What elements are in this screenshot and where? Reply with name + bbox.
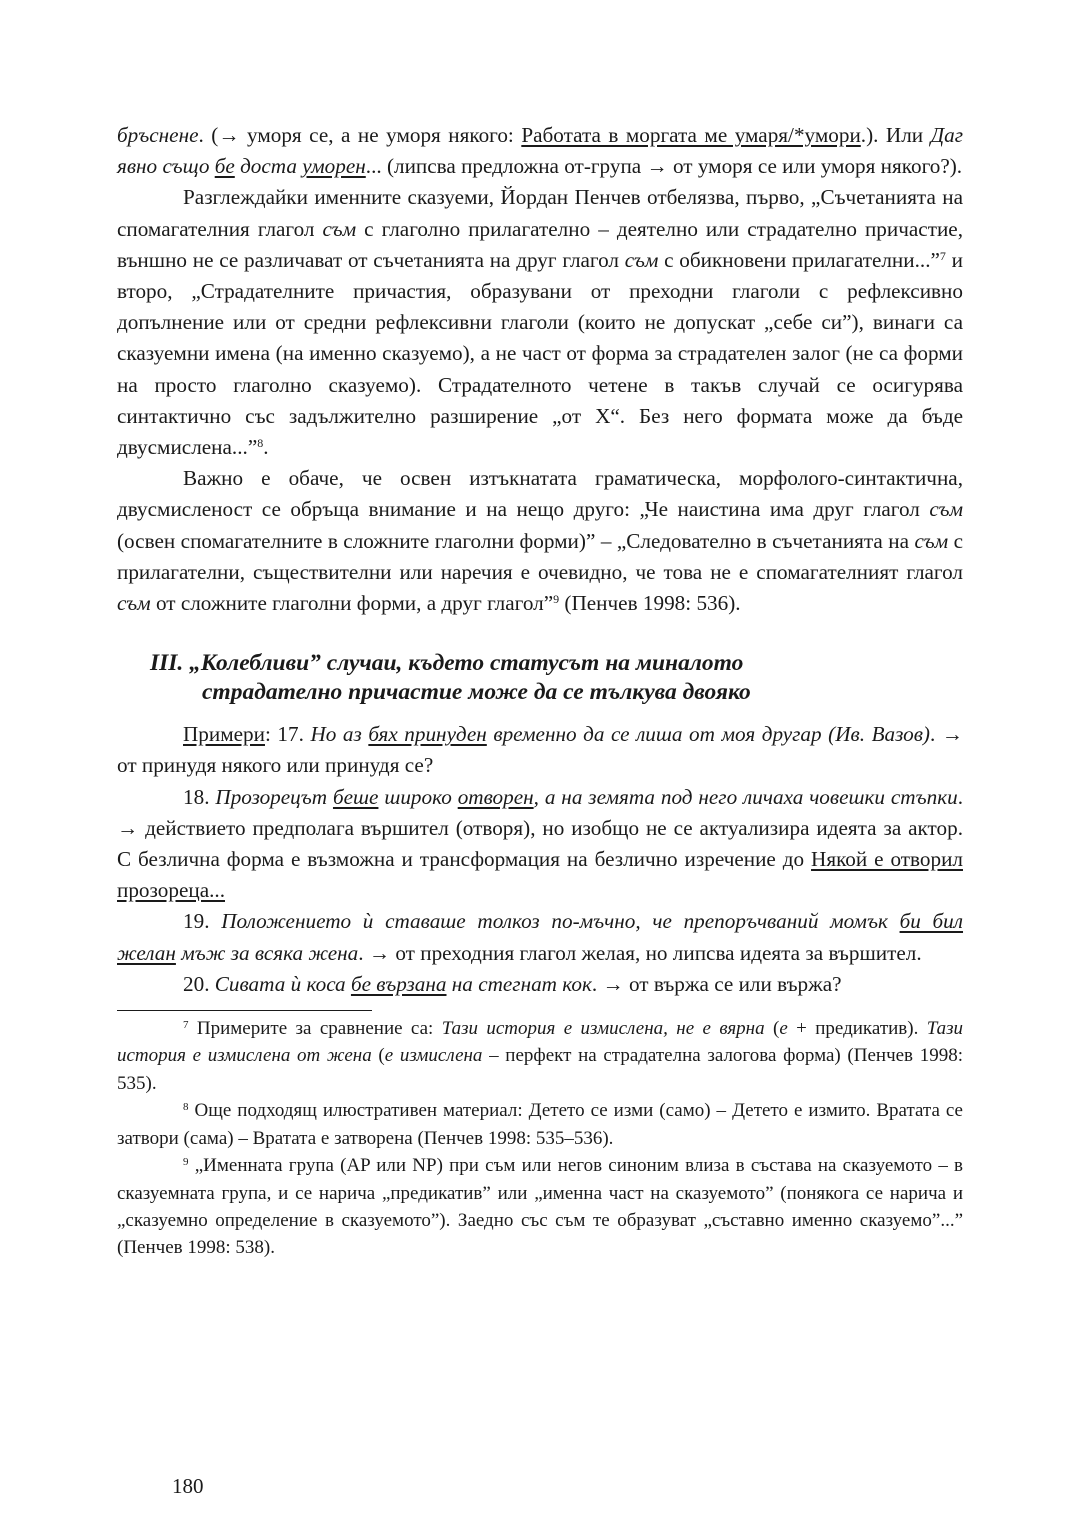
example-18: 18. Прозорецът беше широко отворен, а на земята под него личаха човешки стъпки. → действието предполага вършител (отворя), но изобщо не се актуализира идеята за актор. С безлична форма е възможна и трансформация на безлично изречение до Някой е отворил прозореца...: [117, 784, 963, 903]
paragraph-1: бръснене. (→ уморя се, а не уморя някого: Работата в моргата ме умаря/*умори.). Или Даг явно също бе доста уморен... (липсва предложна от-група → от уморя се или уморя някого?).: [117, 123, 963, 179]
footnote-ref-8: 8: [257, 436, 264, 451]
footnote-8: $^8$ Още подходящ илюстративен материал: Детето се изми (само) – Детето е измито. Вратата се затвори (сама) – Вратата е затворена (Пенчев 1998: 535–536).: [117, 1100, 963, 1149]
section-heading-line-2: страдателно причастие може да се тълкува двояко: [202, 679, 751, 706]
paragraph-2: Разглеждайки именните сказуеми, Йордан Пенчев отбелязва, първо, „Съчетанията на спомагателния глагол съм с глаголно прилагателно – деятелно или страдателно причастие, външно не се различават от съчетанията на друг глагол съм с обикновени прилагателни...”$^7$ и второ, „Страдателните причастия, образувани от преходни глаголи с рефлексивно допълнение или от средни рефлексивни глаголи (които не допускат „себе си”), винаги са сказуемни имена (на именно сказуемо), а не част от форма за страдателен залог (не са форми на просто глаголно сказуемо). Страдателното четене в такъв случай се осигурява синтактично със задължително разширение „от Х“. Без него формата може да бъде двусмислена...”$^8$.: [117, 185, 964, 460]
example-20: 20. Сивата ѝ коса бе вързана на стегнат кок. → от вържа се или вържа?: [183, 971, 842, 996]
example-17: Примери: 17. Но аз бях принуден временно да се лиша от моя другар (Ив. Вазов). → от принудя някого или принудя се?: [117, 722, 963, 778]
footnote-divider: [117, 1010, 372, 1011]
footnote-ref-9: 9: [553, 592, 560, 607]
footnote-ref-7: 7: [939, 248, 946, 263]
page-number: 180: [172, 1474, 204, 1498]
example-19: 19. Положението ѝ ставаше толкоз по-мъчно, че препоръчваний момък би бил желан мъж за всяка жена. → от преходния глагол желая, но липсва идеята за вършител.: [117, 909, 964, 965]
main-text: [117, 120, 963, 1262]
footnotes: [117, 1015, 963, 1262]
footnote-7: $^7$ Примерите за сравнение са: Тази история е измислена, не е вярна (е + предикатив). Тази история е измислена от жена (е измислена – перфект на страдателна залогова форма) (Пенчев 1998: 535).: [117, 1018, 964, 1094]
section-heading: [117, 649, 963, 707]
section-heading-line-1: III. „Колебливи” случаи, където статусът на миналото: [150, 650, 744, 677]
footnote-9: $^9$ „Именната група (AP или NP) при съм или негов синоним влиза в състава на сказуемото – в сказуемната група, и се нарича „предикатив” или „именна част на сказуемото” (понякога се нарича и „сказуемно определение в сказуемото”). Заедно със съм те образуват „съставно именно сказуемо”...” (Пенчев 1998: 538).: [117, 1155, 963, 1259]
paragraph-3: Важно е обаче, че освен изтъкнатата граматическа, морфолого-синтактична, двусмисленост се обръща внимание и на нещо друго: „Че наистина има друг глагол съм (освен спомагателните в сложните глаголни форми)” – „Следователно в съчетанията на съм с прилагателни, съществителни или наречия е очевидно, че това не е спомагателният глагол съм от сложните глаголни форми, а друг глагол”$^9$ (Пенчев 1998: 536).: [117, 466, 964, 616]
